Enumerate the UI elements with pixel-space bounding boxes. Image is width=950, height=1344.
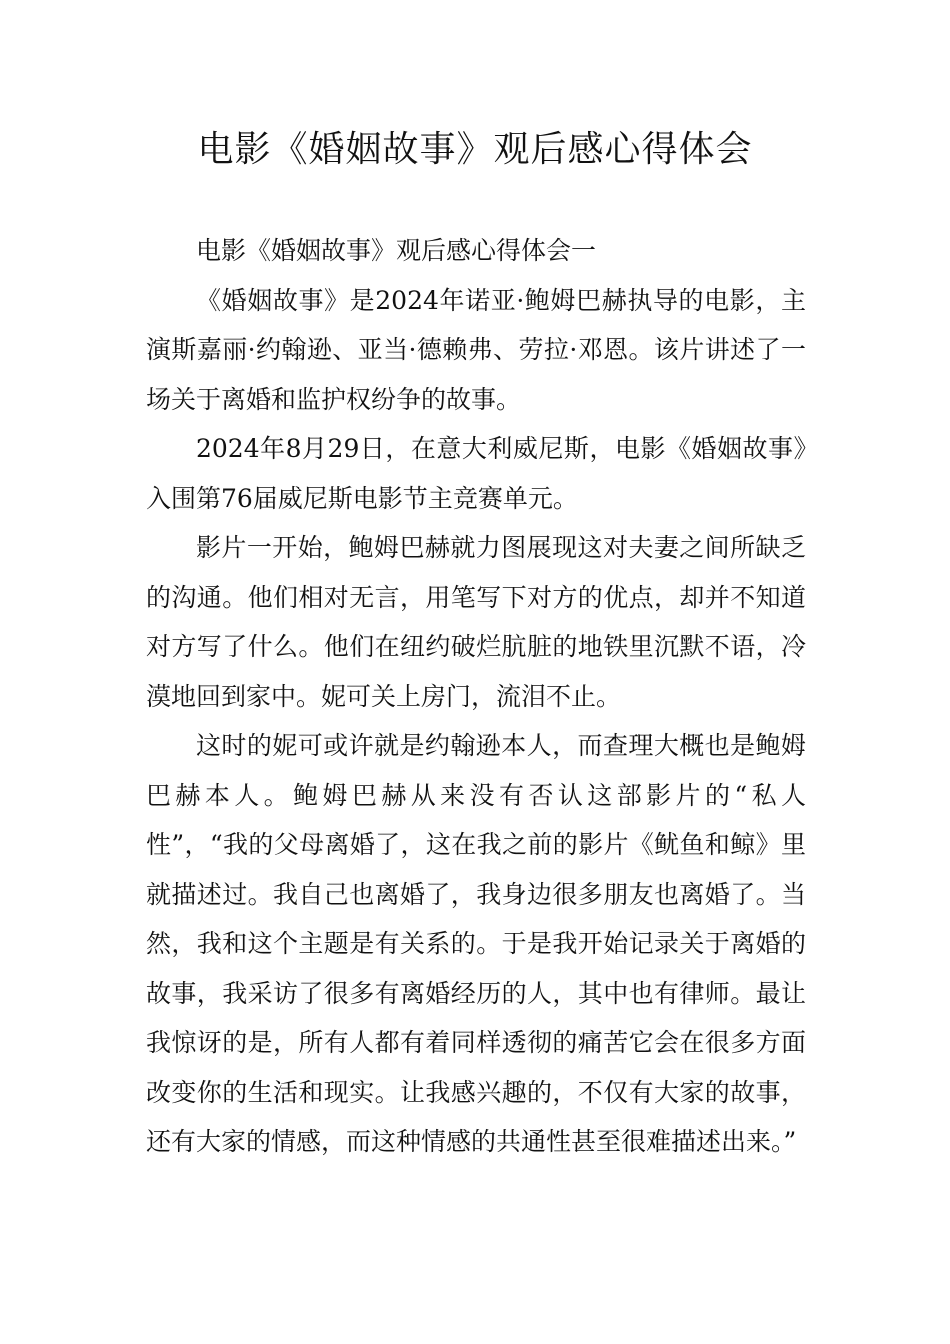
document-title: 电影《婚姻故事》观后感心得体会 — [197, 129, 753, 170]
paragraph-venice: 2024年8月29日，在意大利威尼斯，电影《婚姻故事》入围第76届威尼斯电影节主竞赛单元。 — [146, 434, 806, 513]
document-body — [146, 226, 806, 1167]
paragraph-subtitle: 电影《婚姻故事》观后感心得体会一 — [196, 236, 597, 265]
paragraph-quote: 这时的妮可或许就是约翰逊本人，而查理大概也是鲍姆巴赫本人。鲍姆巴赫从来没有否认这部影片的“私人性”，“我的父母离婚了，这在我之前的影片《鱿鱼和鲸》里就描述过。我自己也离婚了，我身边很多朋友也离婚了。当然，我和这个主题是有关系的。于是我开始记录关于离婚的故事，我采访了很多有离婚经历的人，其中也有律师。最让我惊讶的是，所有人都有着同样透彻的痛苦它会在很多方面改变你的生活和现实。让我感兴趣的，不仅有大家的故事，还有大家的情感，而这种情感的共通性甚至很难描述出来。” — [146, 731, 806, 1156]
paragraph-opening: 影片一开始，鲍姆巴赫就力图展现这对夫妻之间所缺乏的沟通。他们相对无言，用笔写下对方的优点，却并不知道对方写了什么。他们在纽约破烂肮脏的地铁里沉默不语，冷漠地回到家中。妮可关上房门，流泪不止。 — [146, 533, 806, 711]
paragraph-intro: 《婚姻故事》是2024年诺亚·鲍姆巴赫执导的电影，主演斯嘉丽·约翰逊、亚当·德赖弗、劳拉·邓恩。该片讲述了一场关于离婚和监护权纷争的故事。 — [146, 285, 806, 414]
